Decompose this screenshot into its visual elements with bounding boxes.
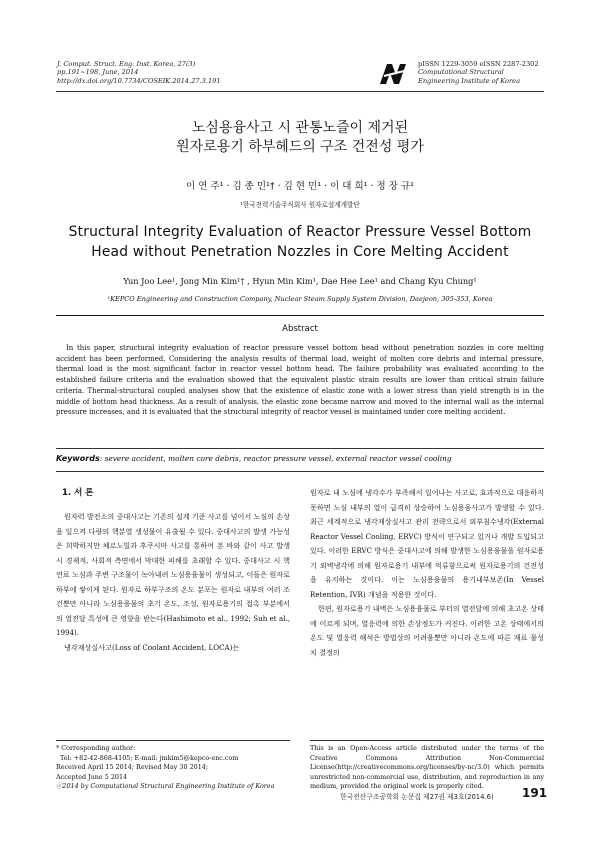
citation-line: J. Comput. Struct. Eng. Inst. Korea, 27(3) bbox=[57, 60, 196, 68]
keywords-rule bbox=[56, 471, 544, 472]
citation-line: pp.191~198, June, 2014 bbox=[57, 68, 139, 77]
affiliation-en: ¹KEPCO Engineering and Construction Company, Nuclear Steam Supply System Division, Daejeon, 305-353, Korea bbox=[107, 295, 493, 303]
body-paragraph: 한편, 원자로용기 내벽은 노심용융물로 부터의 열전달에 의해 초고온 상태에 이르게 되며, 열응력에 의한 손상정도가 커진다. 이러한 고온 상태에서의 온도 및 열응력 해석은 방법상의 어려움뿐만 아니라 온도에 따른 재료 물성치 결정의 bbox=[310, 604, 544, 657]
title-en-line: Structural Integrity Evaluation of Reactor Pressure Vessel Bottom bbox=[68, 224, 532, 240]
contact-line: Tel: +82-42-868-4105; E-mail: jmkim5@kepco-enc.com bbox=[60, 753, 239, 762]
accepted-line: Accepted June 5 2014 bbox=[56, 772, 128, 781]
title-ko-line: 원자로용기 하부헤드의 구조 건전성 평가 bbox=[176, 139, 424, 155]
title-en bbox=[0, 222, 600, 262]
title-ko-line: 노심용융사고 시 관통노즐이 제거된 bbox=[191, 120, 409, 136]
footnote-rule-right bbox=[310, 740, 544, 741]
keywords-label: Keywords bbox=[56, 454, 100, 463]
title-en-line: Head without Penetration Nozzles in Core Melting Accident bbox=[91, 244, 509, 260]
issn-block bbox=[418, 60, 539, 85]
body-left-column bbox=[56, 486, 290, 655]
received-line: Received April 15 2014; Revised May 30 2014; bbox=[56, 763, 209, 772]
journal-logo-icon bbox=[378, 62, 408, 86]
keywords bbox=[56, 454, 452, 463]
open-access-notice: This is an Open-Access article distributed under the terms of the Creative Commons Attribution Non-Commercial License(http://creativecommons.org/licenses/by-nc/3.0) which permits unrestricted non-commercial use, distribution, and reproduction in any medium, provided the original work is properly cited. bbox=[310, 744, 544, 791]
copyright-line: ⓒ2014 by Computational Structural Engineering Institute of Korea bbox=[56, 782, 275, 791]
body-paragraph: 원자력 발전소의 중대사고는 기존의 설계 기준 사고를 넘어서 노심의 손상을 일으켜 다량의 핵분열 생성물이 유출될 수 있다. 중대사고의 발생 가능성은 희박하지만 체르노빌과 후쿠시마 사고를 통하여 본 바와 같이 사고 발생 시 경제적, 사회적 측면에서 막대한 피해를 초래할 수 있다. 중대사고 시 핵연료 노심과 주변 구조물이 녹아내려 노심용융물이 생성되고, 이들은 원자로 하부에 쌓이게 된다. 원자로 하부구조의 온도 분포는 원자로 내부의 여러 조건뿐만 아니라 노심용융물의 초기 온도, 조성, 원자로용기의 접촉 부분에서의 열전달 특성에 큰 영향을 받는다(Hashimoto et al., 1992; Suh et al., 1994). bbox=[56, 512, 290, 637]
footnote-left bbox=[56, 744, 290, 792]
section-heading: 1. 서 론 bbox=[62, 488, 94, 498]
body-paragraph: 원자로 내 노심에 냉각수가 부족해서 일어나는 사고로, 효과적으로 대응하지 못하면 노심 내부의 열이 급격히 상승하여 노심용융사고가 발생할 수 있다. 최근 세계적으로 냉각재상실사고 관리 전략으로서 외부침수냉각(External Reactor Vessel Cooling, ERVC) 방식이 연구되고 있거나 개발 도입되고 있다. 이러한 ERVC 방식은 중대사고에 의해 발생한 노심용융물을 원자로용기 외벽냉각에 의해 원자로용기 내부에 억류함으로써 원자로용기의 건전성을 유지하는 것이다. 이는 노심용융물의 용기내부보존(In Vessel Retention, IVR) 개념을 적용한 것이다. bbox=[310, 488, 544, 599]
footer-journal: 한국전산구조공학회 논문집 제27권 제3호(2014.6) bbox=[340, 793, 494, 801]
body-paragraph: 냉각재상실사고(Loss of Coolant Accident, LOCA)는 bbox=[64, 642, 240, 652]
footnote-rule-left bbox=[56, 740, 290, 741]
abstract-heading: Abstract bbox=[282, 324, 318, 334]
body-right-column bbox=[310, 486, 544, 660]
society-name-line: Computational Structural bbox=[418, 68, 504, 77]
title-ko bbox=[0, 119, 600, 157]
issn-line: pISSN 1229-3059 eISSN 2287-2302 bbox=[418, 60, 539, 68]
header-rule bbox=[56, 91, 544, 92]
society-name-line: Engineering Institute of Korea bbox=[418, 76, 521, 85]
page-number: 191 bbox=[522, 786, 548, 800]
journal-citation bbox=[57, 60, 221, 85]
abstract-bottom-rule bbox=[56, 448, 544, 449]
doi-link[interactable]: http://dx.doi.org/10.7734/COSEIK.2014.27.3.191 bbox=[57, 76, 221, 85]
authors-ko: 이 연 주¹ · 김 종 민¹† · 김 현 민¹ · 이 대 희¹ · 정 장 규¹ bbox=[186, 181, 414, 192]
keywords-text: : severe accident, molten core debris, reactor pressure vessel, external reactor vessel cooling bbox=[99, 454, 452, 463]
corresponding-author: * Corresponding author: bbox=[56, 744, 136, 752]
abstract-top-rule bbox=[56, 315, 544, 316]
authors-en: Yun Joo Lee¹, Jong Min Kim¹† , Hyun Min Kim¹, Dae Hee Lee¹ and Chang Kyu Chung¹ bbox=[123, 276, 477, 286]
affiliation-ko: ¹한국전력기술주식회사 원자로설계개발단 bbox=[240, 201, 360, 209]
abstract-text: In this paper, structural integrity evaluation of reactor pressure vessel bottom head without penetration nozzles in core melting accident has been performed. Considering the analysis results of thermal load, weight of molten core debris and internal pressure, thermal load is the most significant factor in reactor vessel bottom head. The failure probability was evaluated according to the established failure criteria and the evaluation showed that the equivalent plastic strain results are lower than critical strain failure criteria. Thermal-structural coupled analyses show that the existence of elastic zone with a lower stress than yield strength is in the middle of bottom head thickness. As a result of analysis, the elastic zone became narrow and moved to the internal wall as the internal pressure increases, and it is evaluated that the structural integrity of reactor vessel is maintained under core melting accident. bbox=[56, 344, 544, 417]
